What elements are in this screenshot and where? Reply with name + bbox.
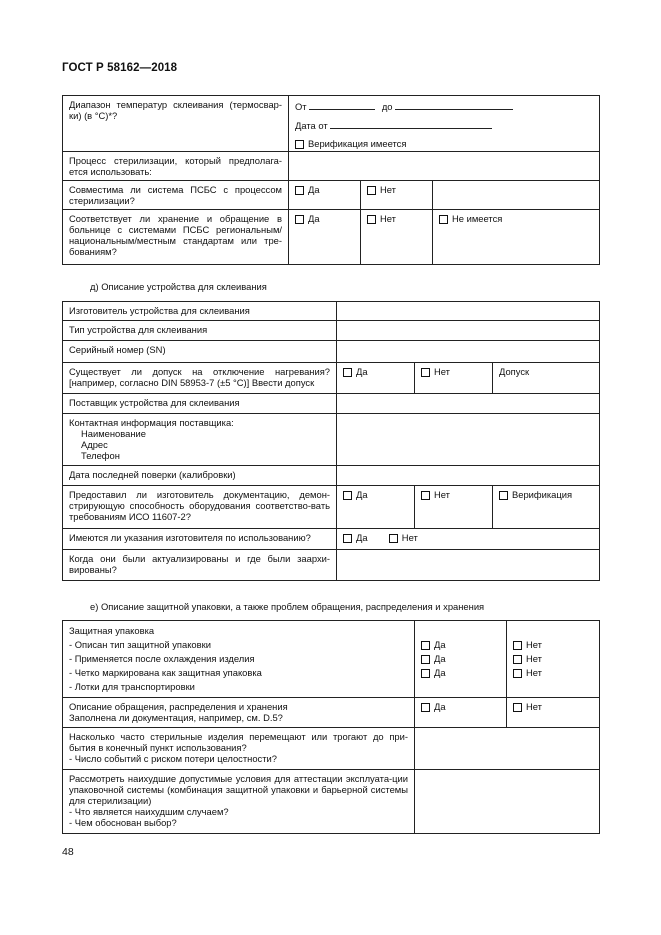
table-row: [63, 321, 600, 341]
answer-cell: [507, 698, 600, 728]
sealing-device-table: [62, 301, 600, 581]
from-label: От: [295, 101, 307, 112]
yes-label: Да: [434, 667, 446, 678]
no-label: Нет: [526, 653, 542, 664]
page-number: 48: [62, 846, 74, 858]
answer-cell[interactable]: [415, 770, 600, 834]
no-label: Нет: [434, 489, 450, 500]
date-field[interactable]: [330, 119, 492, 129]
answer-cell[interactable]: [289, 152, 600, 181]
table-row: [63, 698, 600, 728]
tolerance-cell[interactable]: [493, 363, 600, 394]
table-row: [63, 96, 600, 152]
question-cell: Когда они были актуализированы и где были заархи-вированы?: [63, 550, 337, 581]
no-checkbox[interactable]: [513, 703, 522, 712]
answer-cell: [289, 181, 361, 210]
answer-cell: [415, 486, 493, 529]
no-checkbox[interactable]: [513, 655, 522, 664]
question-cell: [63, 770, 415, 834]
verification-label: Верификация имеется: [308, 138, 407, 149]
list-item: - Применяется после охлаждения изделия: [69, 653, 255, 664]
yes-label: Да: [434, 639, 446, 650]
question-cell: Серийный номер (SN): [63, 341, 337, 363]
na-checkbox[interactable]: [439, 215, 448, 224]
yes-checkbox[interactable]: [421, 655, 430, 664]
question-cell: Соответствует ли хранение и обращение в больнице с системами ПСБС региональным/ национальным/местным стандартам или тре-бованиям?: [63, 210, 289, 265]
question-cell: Процесс стерилизации, который предполага-ется использовать:: [63, 152, 289, 181]
question-line: - Чем обоснован выбор?: [69, 817, 177, 828]
question-line: Описание обращения, распределения и хранения: [69, 701, 288, 712]
table-row: [63, 550, 600, 581]
table-row: [63, 529, 600, 550]
to-label: до: [381, 101, 393, 112]
no-label: Нет: [380, 184, 396, 195]
verification-label: Верификация: [512, 489, 573, 500]
answer-cell[interactable]: [337, 321, 600, 341]
no-label: Нет: [380, 213, 396, 224]
question-line: - Что является наихудшим случаем?: [69, 806, 229, 817]
yes-label: Да: [356, 366, 368, 377]
question-cell: Совместима ли система ПСБС с процессом стерилизации?: [63, 181, 289, 210]
question-cell: [63, 728, 415, 770]
sealing-conditions-table: [62, 95, 600, 265]
answer-cell: [493, 486, 600, 529]
yes-checkbox[interactable]: [295, 186, 304, 195]
table-row: [63, 621, 600, 698]
question-cell: Предоставил ли изготовитель документацию, демон-стрирующую способность оборудования соответство-вать требованиям ИСО 11607-2?: [63, 486, 337, 529]
no-checkbox[interactable]: [513, 669, 522, 678]
yes-checkbox[interactable]: [343, 368, 352, 377]
list-item: - Описан тип защитной упаковки: [69, 639, 211, 650]
yes-label: Да: [434, 653, 446, 664]
no-label: Нет: [434, 366, 450, 377]
answer-cell: [507, 621, 600, 698]
yes-checkbox[interactable]: [421, 669, 430, 678]
no-checkbox[interactable]: [421, 368, 430, 377]
table-row: [63, 486, 600, 529]
yes-label: Да: [434, 701, 446, 712]
yes-checkbox[interactable]: [343, 534, 352, 543]
list-item: - Четко маркирована как защитная упаковка: [69, 667, 262, 678]
question-cell: Существует ли допуск на отключение нагревания? [например, согласно DIN 58953-7 (±5 °C)] Ввести допуск: [63, 363, 337, 394]
contact-phone-label: Телефон: [81, 450, 120, 461]
contact-info-label: Контактная информация поставщика:: [69, 417, 234, 428]
table-row: [63, 414, 600, 466]
temperature-range-cell: [289, 96, 600, 152]
answer-cell: [415, 698, 507, 728]
section-d-caption: д) Описание устройства для склеивания: [90, 281, 267, 292]
packaging-title: Защитная упаковка: [69, 625, 155, 636]
question-cell: Поставщик устройства для склеивания: [63, 394, 337, 414]
question-cell: [63, 621, 415, 698]
date-label: Дата от: [295, 120, 328, 131]
question-line: - Число событий с риском потери целостности?: [69, 753, 277, 764]
table-row: [63, 728, 600, 770]
answer-cell: [337, 529, 600, 550]
answer-cell: [433, 210, 600, 265]
document-header: ГОСТ Р 58162—2018: [62, 62, 178, 74]
yes-checkbox[interactable]: [343, 491, 352, 500]
contact-address-label: Адрес: [81, 439, 108, 450]
verification-checkbox[interactable]: [295, 140, 304, 149]
protective-packaging-table: [62, 620, 600, 834]
answer-cell[interactable]: [337, 550, 600, 581]
yes-checkbox[interactable]: [295, 215, 304, 224]
question-cell: [63, 698, 415, 728]
answer-cell: [415, 621, 507, 698]
answer-cell: [361, 210, 433, 265]
section-e-caption: е) Описание защитной упаковки, а также проблем обращения, распределения и хранения: [90, 601, 485, 612]
answer-cell: [337, 486, 415, 529]
question-cell: Дата последней поверки (калибровки): [63, 466, 337, 486]
answer-cell[interactable]: [337, 414, 600, 466]
no-label: Нет: [526, 701, 542, 712]
answer-cell[interactable]: [337, 394, 600, 414]
no-label: Нет: [526, 667, 542, 678]
table-row: [63, 394, 600, 414]
question-cell: Тип устройства для склеивания: [63, 321, 337, 341]
no-checkbox[interactable]: [389, 534, 398, 543]
question-cell: Диапазон температур склеивания (термосвар-ки) (в °C)*?: [63, 96, 289, 152]
answer-cell[interactable]: [337, 302, 600, 321]
table-row: [63, 770, 600, 834]
table-row: [63, 181, 600, 210]
question-cell: Имеются ли указания изготовителя по использованию?: [63, 529, 337, 550]
table-row: [63, 210, 600, 265]
answer-cell: [415, 363, 493, 394]
no-checkbox[interactable]: [367, 186, 376, 195]
list-item: - Лотки для транспортировки: [69, 681, 195, 692]
yes-label: Да: [356, 489, 368, 500]
from-field[interactable]: [309, 100, 375, 110]
na-label: Не имеется: [452, 213, 503, 224]
question-cell: [63, 414, 337, 466]
question-line: Рассмотреть наихудшие допустимые условия для аттестации эксплуата-ции упаковочной системы (комбинация защитной упаковки и барьерной системы для стерилизации): [69, 773, 408, 806]
no-label: Нет: [526, 639, 542, 650]
question-cell: Изготовитель устройства для склеивания: [63, 302, 337, 321]
table-row: [63, 363, 600, 394]
to-field[interactable]: [395, 100, 513, 110]
yes-label: Да: [308, 184, 320, 195]
answer-cell: [337, 363, 415, 394]
answer-cell[interactable]: [337, 341, 600, 363]
no-checkbox[interactable]: [367, 215, 376, 224]
tolerance-label: Допуск: [499, 366, 530, 377]
yes-label: Да: [308, 213, 320, 224]
no-checkbox[interactable]: [421, 491, 430, 500]
table-row: [63, 152, 600, 181]
answer-cell[interactable]: [415, 728, 600, 770]
no-label: Нет: [401, 532, 418, 543]
question-line: Насколько часто стерильные изделия перемещают или трогают до при-бытия в конечный пункт использования?: [69, 731, 408, 753]
table-row: [63, 341, 600, 363]
yes-checkbox[interactable]: [421, 641, 430, 650]
table-row: [63, 466, 600, 486]
question-line: Заполнена ли документация, например, см. D.5?: [69, 712, 283, 723]
answer-cell: [361, 181, 433, 210]
answer-cell: [433, 181, 600, 210]
verification-checkbox[interactable]: [499, 491, 508, 500]
contact-name-label: Наименование: [81, 428, 146, 439]
answer-cell: [289, 210, 361, 265]
no-checkbox[interactable]: [513, 641, 522, 650]
yes-checkbox[interactable]: [421, 703, 430, 712]
answer-cell[interactable]: [337, 466, 600, 486]
yes-label: Да: [356, 532, 368, 543]
table-row: [63, 302, 600, 321]
